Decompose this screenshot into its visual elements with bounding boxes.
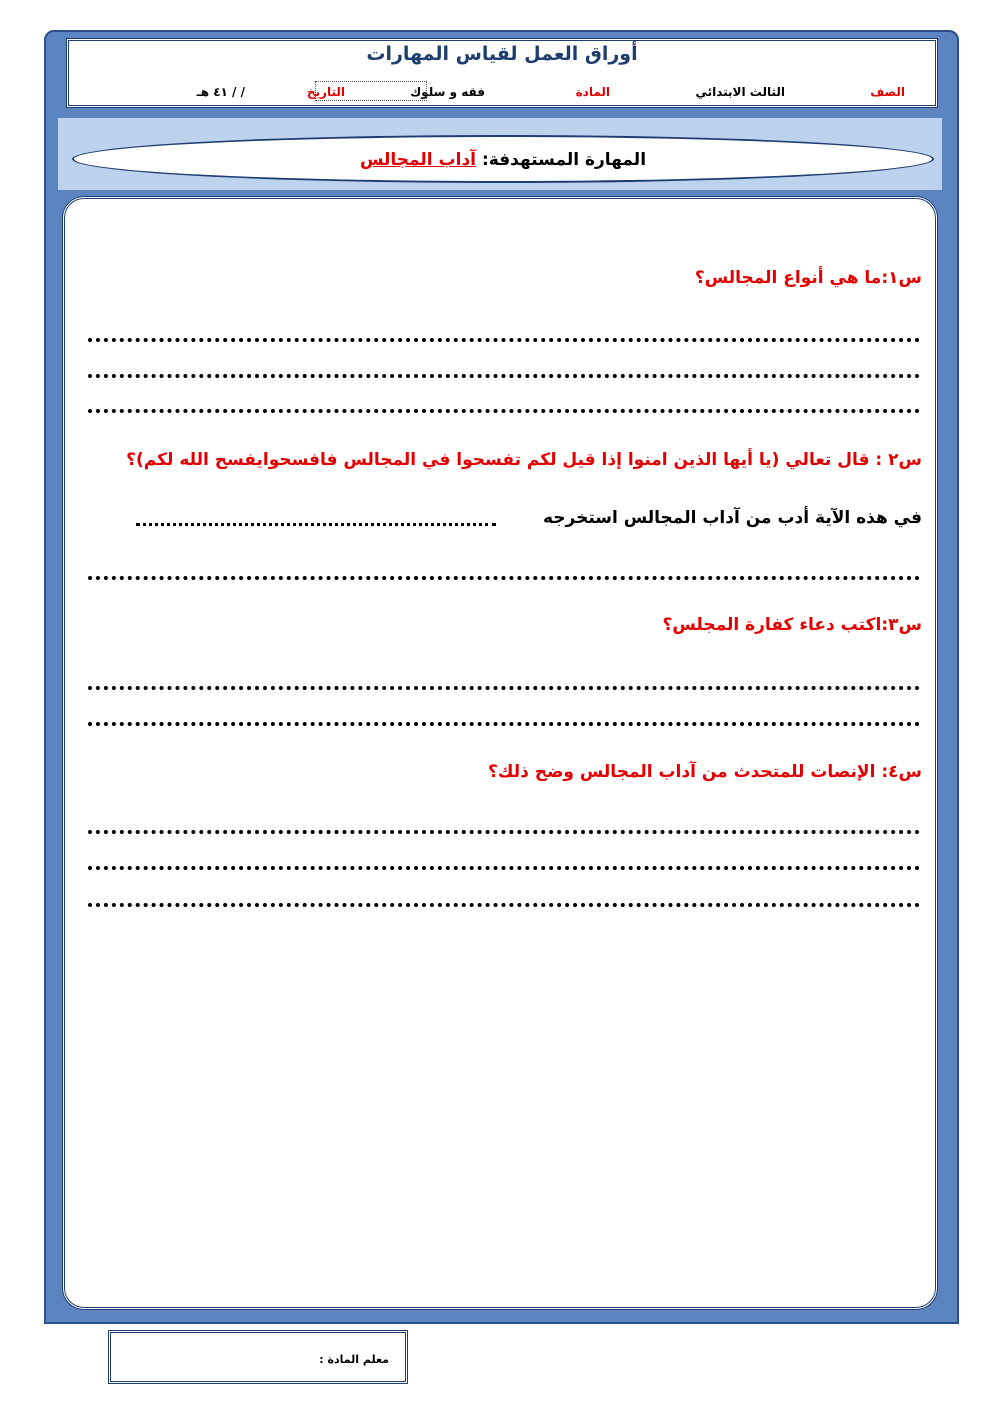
answer-line[interactable] (88, 338, 920, 342)
header-box (66, 38, 938, 108)
skill-value: آداب المجالس (359, 150, 477, 170)
answer-line[interactable] (88, 576, 920, 580)
answer-line[interactable] (88, 866, 920, 870)
question-3: س٣:اكتب دعاء كفارة المجلس؟ (662, 615, 922, 635)
worksheet-title: أوراق العمل لقياس المهارات (366, 43, 638, 65)
answer-line-inline[interactable] (136, 523, 496, 526)
content-panel (62, 196, 938, 1310)
teacher-box (108, 1330, 408, 1384)
subject-value: فقه و سلوك (410, 85, 485, 99)
question-1: س١:ما هي أنواع المجالس؟ (694, 268, 922, 288)
teacher-label: معلم المادة : (319, 1353, 389, 1366)
answer-line[interactable] (88, 830, 920, 834)
answer-line[interactable] (88, 686, 920, 690)
date-value: / / ٤١ هـ (196, 85, 245, 99)
answer-line[interactable] (88, 903, 920, 907)
grade-label: الصف (870, 85, 905, 99)
answer-line[interactable] (88, 374, 920, 378)
header-info-row (69, 81, 935, 105)
question-2: س٢ : قال تعالي (يا أيها الذين امنوا إذا قيل لكم تفسحوا في المجالس فافسحوايفسح الله لكم)؟ (126, 450, 922, 470)
question-4: س٤: الإنصات للمتحدث من آداب المجالس وضح ذلك؟ (488, 762, 922, 782)
skill-label: المهارة المستهدفة: (481, 150, 647, 170)
date-label: التاريخ (306, 85, 345, 99)
target-skill (72, 150, 934, 170)
answer-line[interactable] (88, 722, 920, 726)
subject-label: المادة (575, 85, 610, 99)
answer-line[interactable] (88, 409, 920, 413)
grade-value: الثالث الابتدائي (695, 85, 785, 99)
question-2-sub: في هذه الآية أدب من آداب المجالس استخرجه (542, 508, 922, 528)
